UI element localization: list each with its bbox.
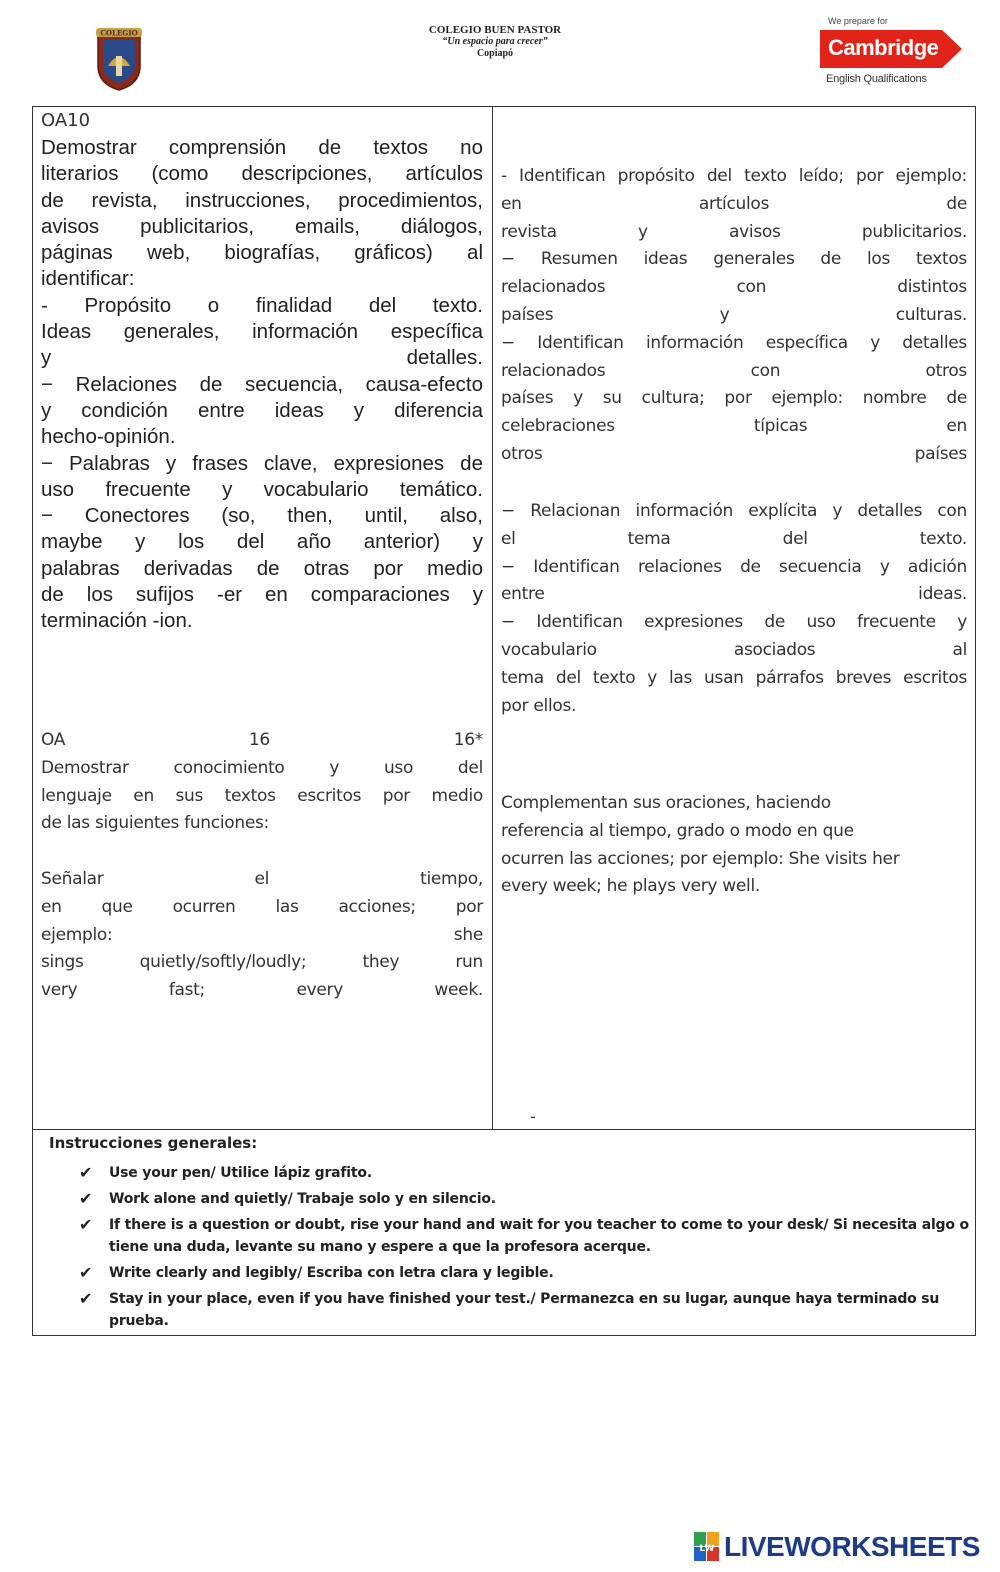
liveworksheets-logo [694,1530,994,1564]
indicator-line: celebraciones típicas en [501,416,967,437]
instruction-item [79,1188,969,1210]
oa10-line: maybe y los del año anterior) y [41,530,483,554]
check-icon: ✔ [79,1215,93,1234]
oa16-line: Demostrar conocimiento y uso del [41,757,483,778]
liveworksheets-wordmark: LIVEWORKSHEETS [724,1531,980,1562]
oa10-line: de los sufijos -er en comparaciones y [41,583,483,607]
oa16-line: Señalar el tiempo, [41,868,483,889]
check-icon: ✔ [79,1263,93,1282]
oa16-line: very fast; every week. [41,980,483,1001]
instruction-item [79,1214,969,1258]
indicator-line: revista y avisos publicitarios. [501,221,967,242]
cambridge-logo [820,16,970,88]
oa10-line: uso frecuente y vocabulario temático. [41,477,483,501]
oa16-line: en que ocurren las acciones; por [41,896,483,917]
indicator-line: referencia al tiempo, grado o modo en que [501,820,854,841]
oa10-line: de revista, instrucciones, procedimientos, [41,188,483,212]
crest-text: COLEGIO [100,28,138,38]
column-divider [492,107,493,1129]
school-header [390,24,600,60]
oa16-line: ejemplo: she [41,924,483,945]
oa16-line: OA 16 16* [41,730,483,750]
indicator-line: − Identifican relaciones de secuencia y adición [501,556,967,577]
indicator-line: países y culturas. [501,304,967,325]
instructions-list [79,1162,969,1336]
oa10-line: − Relaciones de secuencia, causa-efecto [41,372,483,396]
oa10-line: y condición entre ideas y diferencia [41,398,483,422]
oa16-text [41,727,483,1005]
indicator-line: países y su cultura; por ejemplo: nombre de [501,388,967,409]
oa10-line: y detalles. [41,346,483,370]
indicator-line: por ellos. [501,695,577,716]
oa10-line: − Palabras y frases clave, expresiones de [41,451,483,475]
oa10-line: literarios (como descripciones, artículos [41,162,483,186]
oa10-line: páginas web, biografías, gráficos) al [41,241,483,265]
instruction-text: Work alone and quietly/ Trabaje solo y en silencio. [109,1191,496,1207]
indicator-line: every week; he plays very well. [501,876,761,897]
oa10-line: − Conectores (so, then, until, also, [41,504,483,528]
indicator-line: − Relacionan información explícita y detalles con [501,501,967,521]
school-name: COLEGIO BUEN PASTOR [428,24,562,36]
liveworksheets-mark-icon [694,1532,720,1562]
school-motto: “Un espacio para crecer” [442,36,548,47]
trailing-dash: - [530,1107,536,1126]
oa10-code: OA10 [41,110,91,131]
objectives-table [32,106,976,1130]
general-instructions [32,1130,976,1336]
indicator-line: Complementan sus oraciones, haciendo [501,793,831,813]
instruction-text: Use your pen/ Utilice lápiz grafito. [109,1165,372,1181]
oa16-line [41,838,483,866]
indicator-line: vocabulario asociados al [501,639,967,660]
instruction-item [79,1162,969,1184]
instruction-text: Stay in your place, even if you have finished your test./ Permanezca en su lugar, aunque haya terminado su prueba. [109,1291,940,1329]
instruction-item [79,1288,969,1332]
instruction-text: Write clearly and legibly/ Escriba con letra clara y legible. [109,1265,554,1281]
instruction-text: If there is a question or doubt, rise your hand and wait for you teacher to come to your desk/ Si necesita algo o tiene una duda, levante su mano y espere a que la profesora acerque. [109,1217,969,1255]
indicator-line: − Identifican información específica y detalles [501,332,967,353]
oa10-line: palabras derivadas de otras por medio [41,556,483,580]
oa16-line: sings quietly/softly/loudly; they run [41,952,483,973]
indicators-block-2 [501,498,967,720]
indicator-line: relacionados con distintos [501,277,967,298]
indicator-line: − Identifican expresiones de uso frecuente y [501,612,967,633]
oa10-text [41,135,483,635]
indicator-line: en artículos de [501,193,967,214]
check-icon: ✔ [79,1163,93,1182]
indicator-line: otros países [501,443,967,464]
oa10-line: Demostrar comprensión de textos no [41,136,483,159]
indicator-line: − Resumen ideas generales de los textos [501,249,967,270]
indicators-block-3 [501,790,967,901]
indicator-line: ocurren las acciones; por ejemplo: She visits her [501,848,900,869]
cambridge-wordmark: Cambridge [828,35,939,60]
school-crest [94,26,144,92]
indicator-line: relacionados con otros [501,360,967,381]
oa10-line: avisos publicitarios, emails, diálogos, [41,214,483,238]
oa10-line: Ideas generales, información específica [41,320,483,344]
indicator-line: entre ideas. [501,584,967,605]
indicator-line: - Identifican propósito del texto leído; por ejemplo: [501,166,967,186]
cambridge-prepare-text: We prepare for [828,16,888,26]
oa10-line: identificar: [41,267,135,291]
school-city: Copiapó [476,48,514,59]
oa10-line: terminación -ion. [41,609,193,633]
oa16-line: lenguaje en sus textos escritos por medio [41,785,483,806]
indicators-block-1 [501,163,967,469]
indicator-line: el tema del texto. [501,528,967,549]
instructions-title: Instrucciones generales: [49,1134,258,1152]
check-icon: ✔ [79,1189,93,1208]
cambridge-subtitle: English Qualifications [826,73,927,85]
oa10-line: hecho-opinión. [41,425,176,449]
indicator-line: tema del texto y las usan párrafos breves escritos [501,667,967,688]
oa16-line: de las siguientes funciones: [41,813,269,834]
oa10-line: - Propósito o finalidad del texto. [41,293,483,317]
check-icon: ✔ [79,1289,93,1308]
brand-mark-text: LW [699,1544,715,1554]
instruction-item [79,1262,969,1284]
